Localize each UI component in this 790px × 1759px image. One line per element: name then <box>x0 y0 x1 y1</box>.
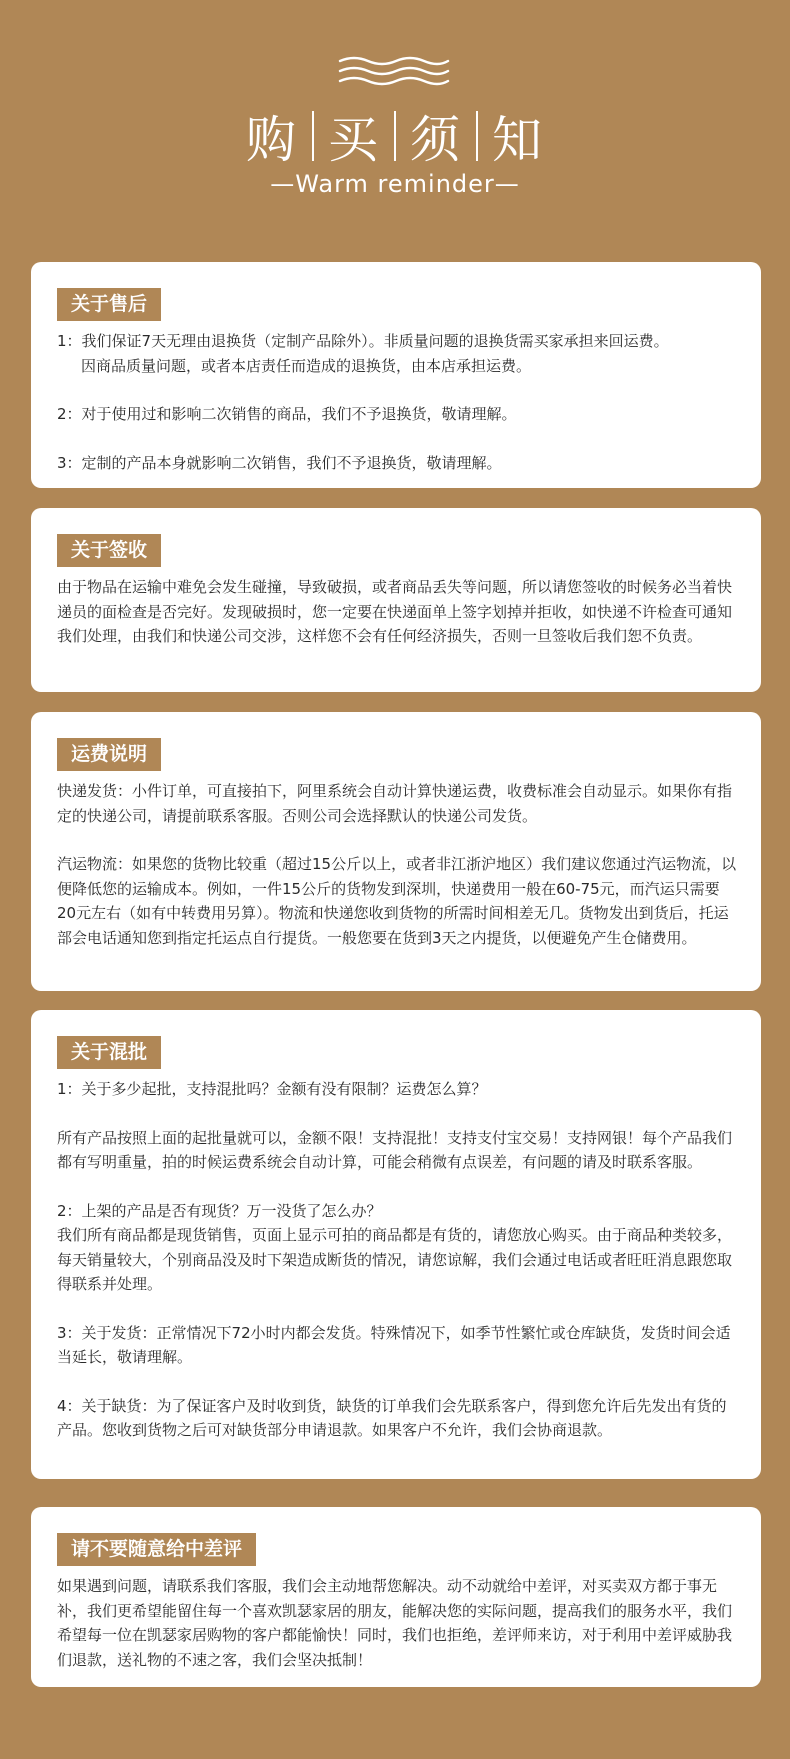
section-paragraph: 1：我们保证7天无理由退换货（定制产品除外）。非质量问题的退换货需买家承担来回运费。 <box>57 332 669 350</box>
section-tag: 请不要随意给中差评 <box>57 1533 256 1566</box>
section-tag: 运费说明 <box>57 738 161 771</box>
section-after-sales <box>31 262 761 488</box>
title-char: 知 <box>492 111 544 169</box>
section-tag: 关于售后 <box>57 288 161 321</box>
wave-icon <box>338 56 450 88</box>
title-char: 购 <box>246 111 298 169</box>
section-paragraph: 2：上架的产品是否有现货？万一没货了怎么办？ <box>57 1201 382 1220</box>
section-tag: 关于混批 <box>57 1036 161 1069</box>
section-paragraph: 所有产品按照上面的起批量就可以，金额不限！支持混批！支持支付宝交易！支持网银！每个产品我们都有写明重量，拍的时候运费系统会自动计算，可能会稍微有点误差，有问题的请及时联系客服。 <box>57 1128 733 1171</box>
title-char: 买 <box>328 111 380 169</box>
section-paragraph: 3：关于发货：正常情况下72小时内都会发货。特殊情况下，如季节性繁忙或仓库缺货，发货时间会适当延长，敬请理解。 <box>57 1323 731 1366</box>
section-paragraph: 汽运物流：如果您的货物比较重（超过15公斤以上，或者非江浙沪地区）我们建议您通过汽运物流，以便降低您的运输成本。例如，一件15公斤的货物发到深圳，快递费用一般在60-75元，而汽运只需要20元左右（如有中转费用另算）。物流和快递您收到货物的所需时间相差无几。货物发出到货后，托运部会电话通知您到指定托运点自行提货。一般您要在货到3天之内提货，以便避免产生仓储费用。 <box>57 855 737 947</box>
section-paragraph: 我们所有商品都是现货销售，页面上显示可拍的商品都是有货的，请您放心购买。由于商品种类较多，每天销量较大，个别商品没及时下架造成断货的情况，请您谅解，我们会通过电话或者旺旺消息跟您取得联系并处理。 <box>57 1226 733 1293</box>
section-paragraph: 1：关于多少起批，支持混批吗？金额有没有限制？运费怎么算？ <box>57 1080 487 1098</box>
header <box>0 0 790 262</box>
title-char: 须 <box>410 111 462 169</box>
title-divider <box>394 111 396 161</box>
section-paragraph: 4：关于缺货：为了保证客户及时收到货，缺货的订单我们会先联系客户，得到您允许后先发出有货的产品。您收到货物之后可对缺货部分申请退款。如果客户不允许，我们会协商退款。 <box>57 1396 727 1439</box>
section-tag: 关于签收 <box>57 534 161 567</box>
section-no-bad-review <box>31 1507 761 1687</box>
section-receipt <box>31 508 761 692</box>
section-paragraph: 因商品质量问题，或者本店责任而造成的退换货，由本店承担运费。 <box>81 356 532 375</box>
title-divider <box>476 111 478 161</box>
section-paragraph: 2：对于使用过和影响二次销售的商品，我们不予退换货，敬请理解。 <box>57 405 517 423</box>
section-mixed-wholesale <box>31 1010 761 1479</box>
section-paragraph: 快递发货：小件订单，可直接拍下，阿里系统会自动计算快递运费，收费标准会自动显示。如果你有指定的快递公司，请提前联系客服。否则公司会选择默认的快递公司发货。 <box>57 782 733 825</box>
page-subtitle: —Warm reminder— <box>270 170 520 198</box>
section-paragraph: 由于物品在运输中难免会发生碰撞，导致破损，或者商品丢失等问题，所以请您签收的时候务必当着快递员的面检查是否完好。发现破损时，您一定要在快递面单上签字划掉并拒收，如快递不许检查可通知我们处理，由我们和快递公司交涉，这样您不会有任何经济损失，否则一旦签收后我们恕不负责。 <box>57 578 733 645</box>
section-paragraph: 3：定制的产品本身就影响二次销售，我们不予退换货，敬请理解。 <box>57 453 502 472</box>
section-paragraph: 如果遇到问题，请联系我们客服，我们会主动地帮您解决。动不动就给中差评，对买卖双方都于事无补，我们更希望能留住每一个喜欢凯瑟家居的朋友，能解决您的实际问题，提高我们的服务水平，我们希望每一位在凯瑟家居购物的客户都能愉快！同时，我们也拒绝，差评师来访，对于利用中差评威胁我们退款，送礼物的不速之客，我们会坚决抵制！ <box>57 1577 733 1669</box>
title-divider <box>312 111 314 161</box>
section-shipping-fee <box>31 712 761 991</box>
page-title <box>0 100 790 172</box>
